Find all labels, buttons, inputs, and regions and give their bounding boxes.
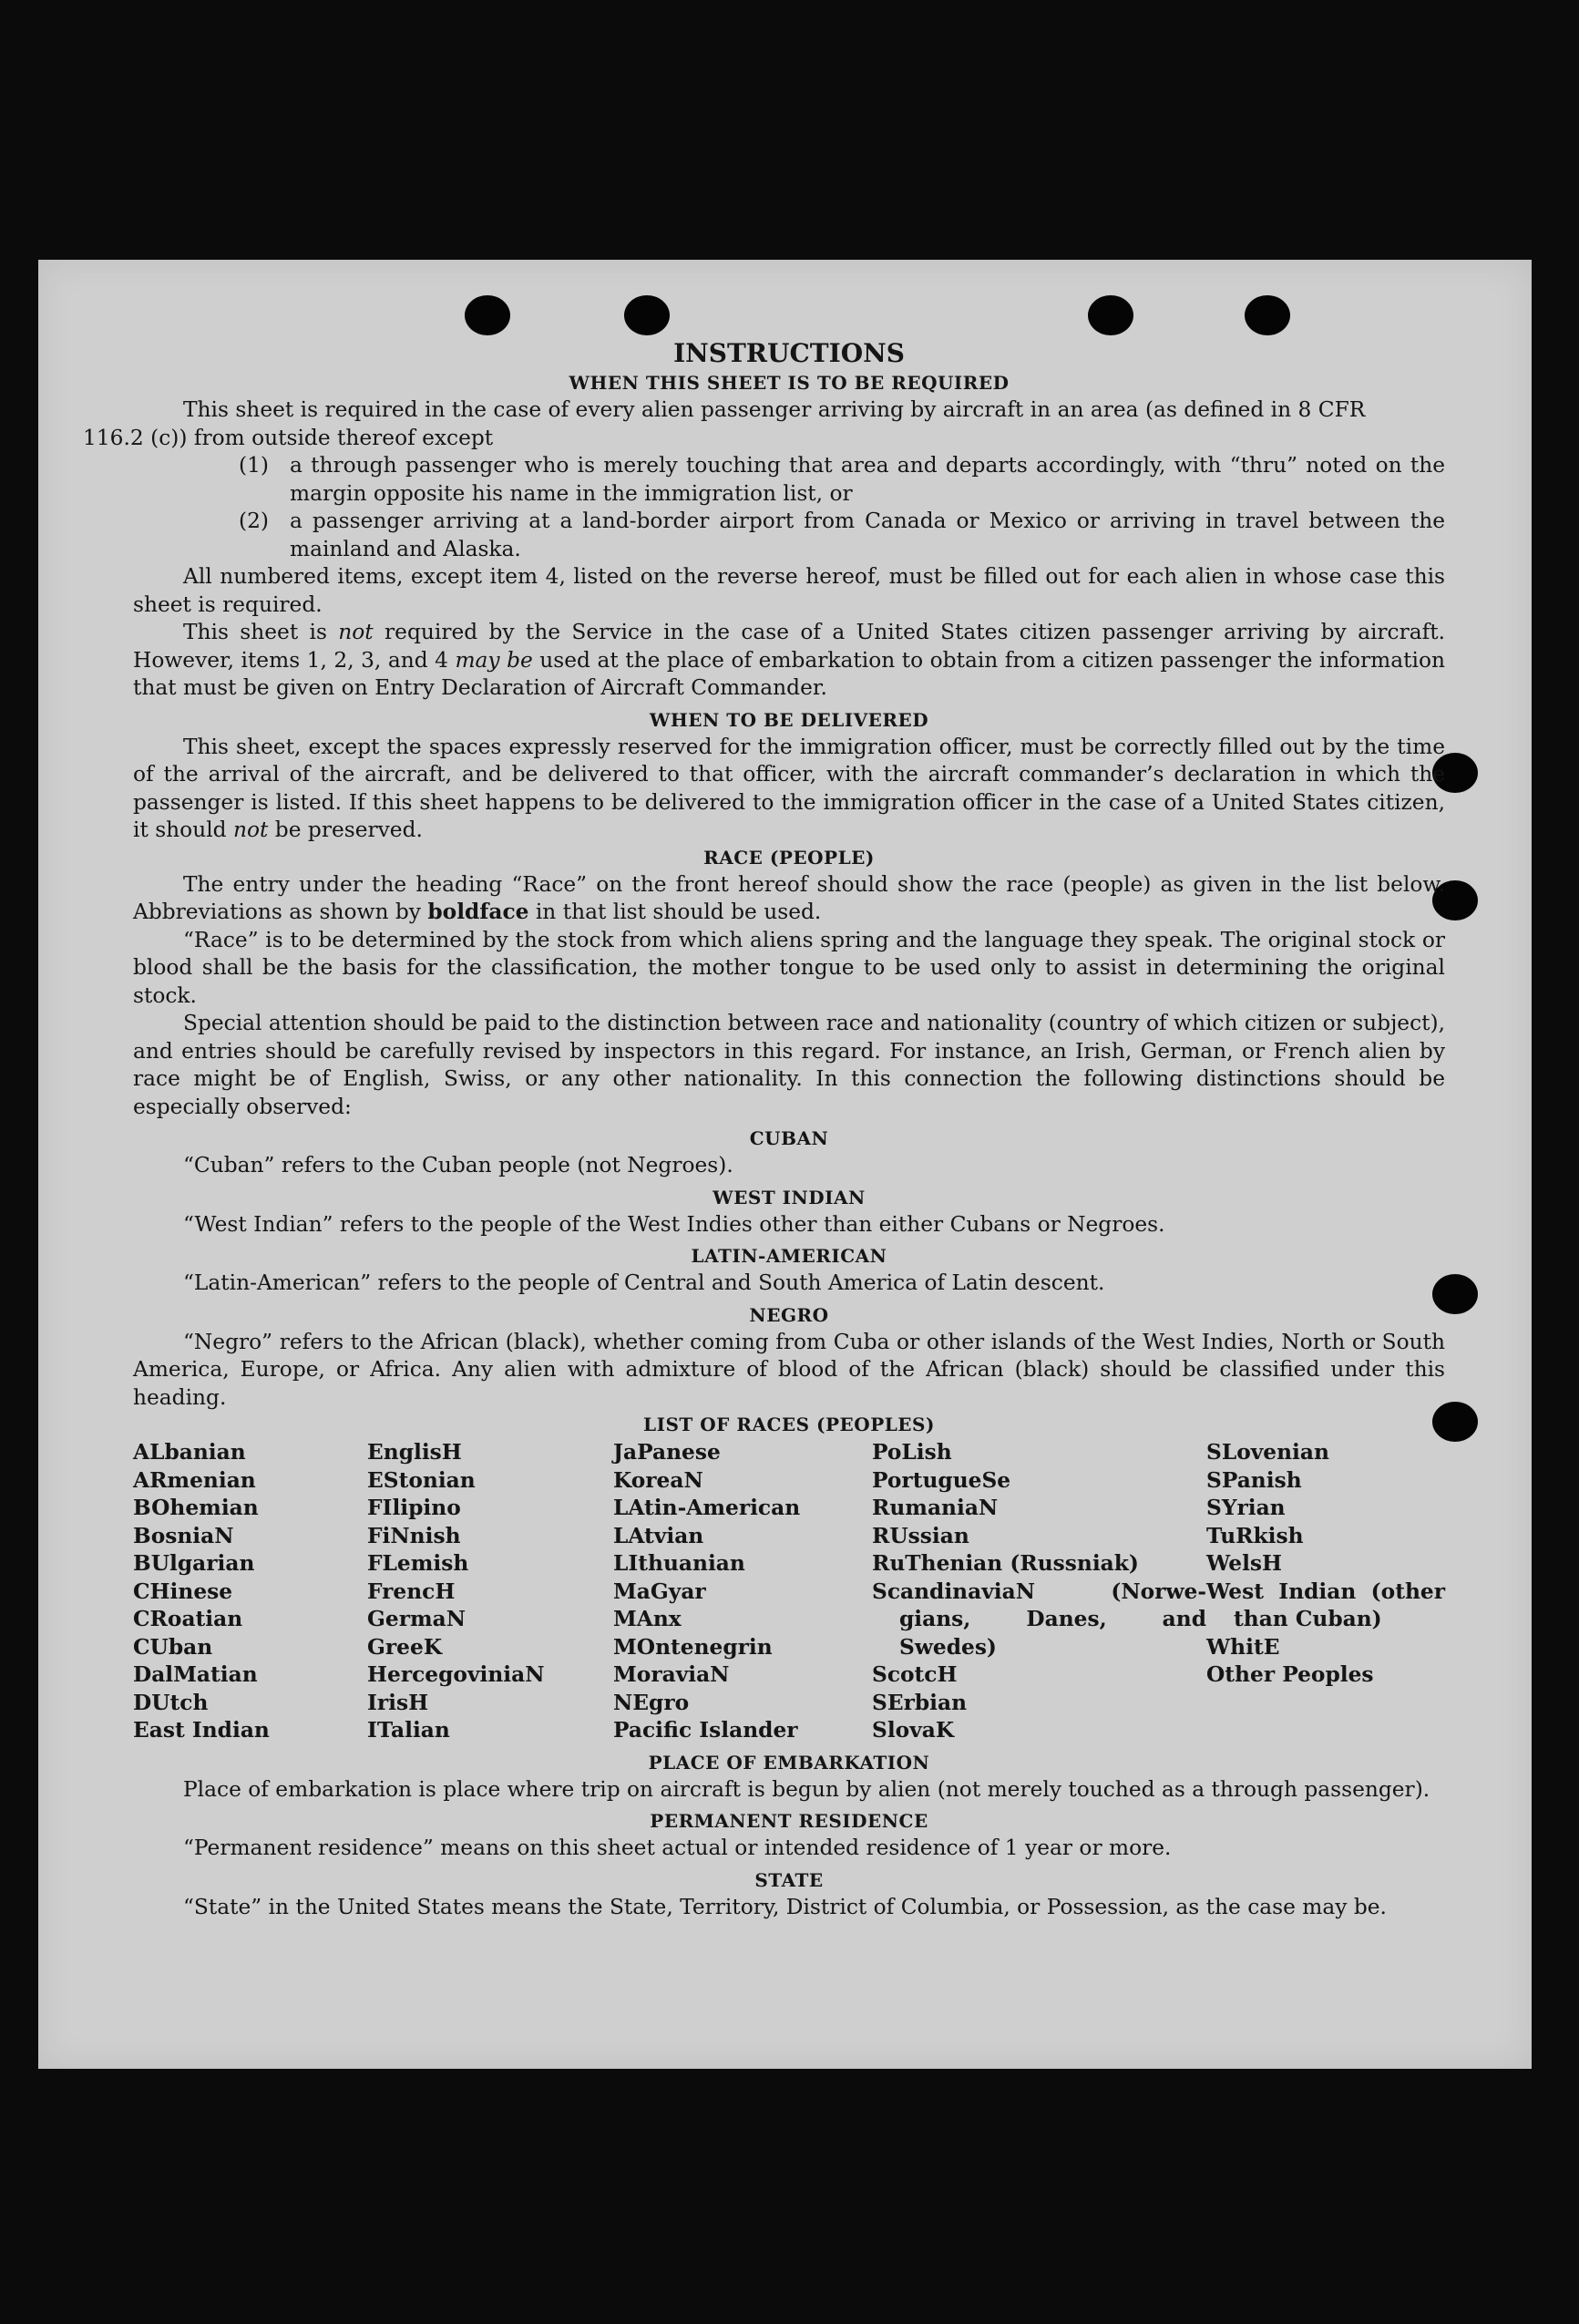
paragraph-embarkation: Place of embarkation is place where trip on aircraft is begun by alien (not merely touched as a through passenger). [183, 1776, 1430, 1802]
race-entry: CHinese [133, 1578, 233, 1604]
punch-hole-top-4 [1245, 295, 1290, 335]
paragraph-west-indian: “West Indian” refers to the people of the West Indies other than either Cubans or Negroes. [183, 1211, 1165, 1237]
race-entry: SPanish [1206, 1467, 1302, 1493]
race-entry: NEgro [613, 1690, 690, 1715]
race-entry: JaPanese [613, 1440, 721, 1465]
race-entry: KoreaN [613, 1467, 703, 1493]
race-entry: Swedes) [899, 1634, 997, 1660]
race-entry: WelsH [1206, 1551, 1283, 1576]
paragraph-delivery [133, 734, 1445, 845]
race-entry: SlovaK [872, 1718, 955, 1743]
race-entry: ScotcH [872, 1662, 958, 1687]
instructions-text [83, 337, 1446, 1921]
races-column-5 [1206, 1439, 1445, 1745]
text-run: This sheet is [183, 620, 339, 644]
race-entry: BOhemian [133, 1496, 259, 1520]
heading-race: RACE (PEOPLE) [703, 846, 875, 869]
race-entry: ScandinaviaN (Norwe- [872, 1578, 1206, 1604]
race-entry: SYrian [1206, 1496, 1286, 1520]
race-entry: DalMatian [133, 1662, 258, 1687]
heading-embarkation: PLACE OF EMBARKATION [648, 1751, 930, 1774]
race-entry: BUlgarian [133, 1551, 255, 1576]
paragraph-negro: “Negro” refers to the African (black), whether coming from Cuba or other islands of the West Indies, North or South America, Europe, or Africa. Any alien with admixture of blood of the African (black) should be classified under this heading. [133, 1329, 1445, 1410]
race-entry: PortugueSe [872, 1467, 1011, 1493]
race-entry: FrencH [367, 1578, 456, 1604]
race-entry: SLovenian [1206, 1440, 1329, 1465]
race-entry: Other Peoples [1206, 1662, 1374, 1687]
races-column-1 [133, 1439, 367, 1745]
race-entry: GermaN [367, 1607, 467, 1631]
race-entry: LAtvian [613, 1523, 704, 1548]
race-entry: PoLish [872, 1440, 952, 1465]
text-bold: boldface [427, 900, 529, 924]
heading-cuban: CUBAN [749, 1127, 829, 1149]
race-entry: EnglisH [367, 1440, 462, 1465]
punch-hole-top-1 [465, 295, 510, 335]
race-entry: EStonian [367, 1467, 476, 1493]
item-text: a passenger arriving at a land-border airport from Canada or Mexico or arriving in travel between the mainland and Alaska. [290, 509, 1445, 561]
race-entry: RuThenian (Russniak) [872, 1551, 1139, 1576]
paragraph-citizen [133, 619, 1445, 703]
race-entry: MaGyar [613, 1578, 706, 1604]
text-run: required by the Service in the case of a United States citizen passenger arriving by aircraft. However, items 1, 2, 3, and 4 [133, 620, 1446, 673]
race-entry: ALbanian [133, 1440, 246, 1465]
races-list [133, 1439, 1445, 1745]
race-entry: FIlipino [367, 1496, 461, 1520]
paragraph-state: “State” in the United States means the State, Territory, District of Columbia, or Possession, as the case may be. [183, 1894, 1387, 1919]
heading-list-of-races: LIST OF RACES (PEOPLES) [643, 1414, 935, 1435]
race-entry: East Indian [133, 1718, 270, 1743]
race-entry: Pacific Islander [613, 1718, 798, 1743]
race-entry: CUban [133, 1634, 213, 1660]
paragraph-permanent-residence: “Permanent residence” means on this sheet actual or intended residence of 1 year or more. [183, 1836, 1172, 1860]
race-entry: RUssian [872, 1523, 969, 1548]
intro-line-2: 116.2 (c)) from outside thereof except [83, 425, 494, 450]
race-entry: ITalian [367, 1718, 450, 1743]
race-entry: gians, Danes, and [899, 1607, 1206, 1631]
race-entry: IrisH [367, 1690, 429, 1715]
text-run: The entry under the heading “Race” on the front hereof should show the race (people) as given in the list below. Abbreviations as shown by [133, 871, 1445, 924]
text-run: used at the place of embarkation to obtain from a citizen passenger the information that must be given on Entry Declaration of Aircraft Commander. [133, 647, 1445, 700]
text-run: in that list should be used. [528, 900, 822, 924]
punch-hole-top-3 [1088, 295, 1133, 335]
race-entry: West Indian (other [1206, 1578, 1445, 1604]
race-entry: WhitE [1206, 1634, 1280, 1660]
text-emphasis: not [232, 818, 269, 842]
text-run: be preserved. [268, 818, 423, 842]
item-text: a through passenger who is merely touching that area and departs accordingly, with “thru” noted on the margin opposite his name in the immigration list, or [290, 453, 1445, 506]
race-entry: GreeK [367, 1634, 443, 1660]
race-entry: SErbian [872, 1690, 968, 1715]
race-entry: FiNnish [367, 1523, 461, 1548]
race-entry: HercegoviniaN [367, 1662, 545, 1687]
intro-paragraph [83, 396, 1445, 452]
race-entry: RumaniaN [872, 1496, 999, 1520]
race-entry: LIthuanian [613, 1551, 745, 1576]
heading-when-required: WHEN THIS SHEET IS TO BE REQUIRED [569, 372, 1010, 394]
exception-item-2 [133, 508, 1445, 563]
heading-state: STATE [754, 1868, 824, 1891]
races-column-4 [872, 1439, 1206, 1745]
races-column-3 [613, 1439, 872, 1745]
race-entry: MoraviaN [613, 1662, 730, 1687]
paragraph-numbered-items: All numbered items, except item 4, listed on the reverse hereof, must be filled out for each alien in whose case this sheet is required. [133, 564, 1445, 617]
race-entry: TuRkish [1206, 1523, 1304, 1548]
text-emphasis: not [338, 620, 374, 644]
race-entry: BosniaN [133, 1523, 234, 1548]
paragraph-cuban: “Cuban” refers to the Cuban people (not Negroes). [183, 1153, 733, 1177]
item-number: (2) [239, 509, 270, 533]
exception-item-1 [133, 452, 1445, 508]
race-entry: FLemish [367, 1551, 469, 1576]
item-number: (1) [239, 453, 270, 478]
paragraph-race-entry [133, 871, 1445, 927]
race-entry: than Cuban) [1234, 1607, 1382, 1631]
paragraph-race-nationality: Special attention should be paid to the distinction between race and nationality (country of which citizen or subject), and entries should be carefully revised by inspectors in this regard. For instance, an Irish, German, or French alien by race might be of English, Swiss, or any other nationality. In this connection the following distinctions should be especially observed: [133, 1011, 1445, 1119]
heading-west-indian: WEST INDIAN [713, 1186, 866, 1208]
intro-line-1: This sheet is required in the case of every alien passenger arriving by aircraft in an area (as defined in 8 CFR [183, 397, 1366, 422]
heading-permanent-residence: PERMANENT RESIDENCE [650, 1810, 928, 1832]
race-entry: LAtin-American [613, 1496, 801, 1520]
heading-latin-american: LATIN-AMERICAN [691, 1245, 887, 1267]
race-entry: MOntenegrin [613, 1634, 773, 1660]
race-entry: MAnx [613, 1607, 682, 1631]
paragraph-race-definition: “Race” is to be determined by the stock from which aliens spring and the language they speak. The original stock or blood shall be the basis for the classification, the mother tongue to be used only to assist in determining the original stock. [133, 927, 1445, 1008]
text-emphasis: may be [455, 647, 533, 673]
heading-negro: NEGRO [749, 1303, 829, 1326]
punch-hole-top-2 [624, 295, 670, 335]
race-entry: ARmenian [133, 1467, 256, 1493]
text-run: This sheet, except the spaces expressly reserved for the immigration officer, must be correctly filled out by the time of the arrival of the aircraft, and be delivered to that officer, with the aircraft commander’s declaration in which the passenger is listed. If this sheet happens to be delivered to the immigration officer in the case of a United States citizen, it should [133, 734, 1445, 842]
race-entry: CRoatian [133, 1607, 243, 1631]
heading-when-delivered: WHEN TO BE DELIVERED [649, 708, 929, 731]
page-title: INSTRUCTIONS [673, 338, 905, 368]
race-entry: DUtch [133, 1690, 209, 1715]
races-column-2 [367, 1439, 613, 1745]
paragraph-latin-american: “Latin-American” refers to the people of Central and South America of Latin descent. [183, 1270, 1105, 1295]
